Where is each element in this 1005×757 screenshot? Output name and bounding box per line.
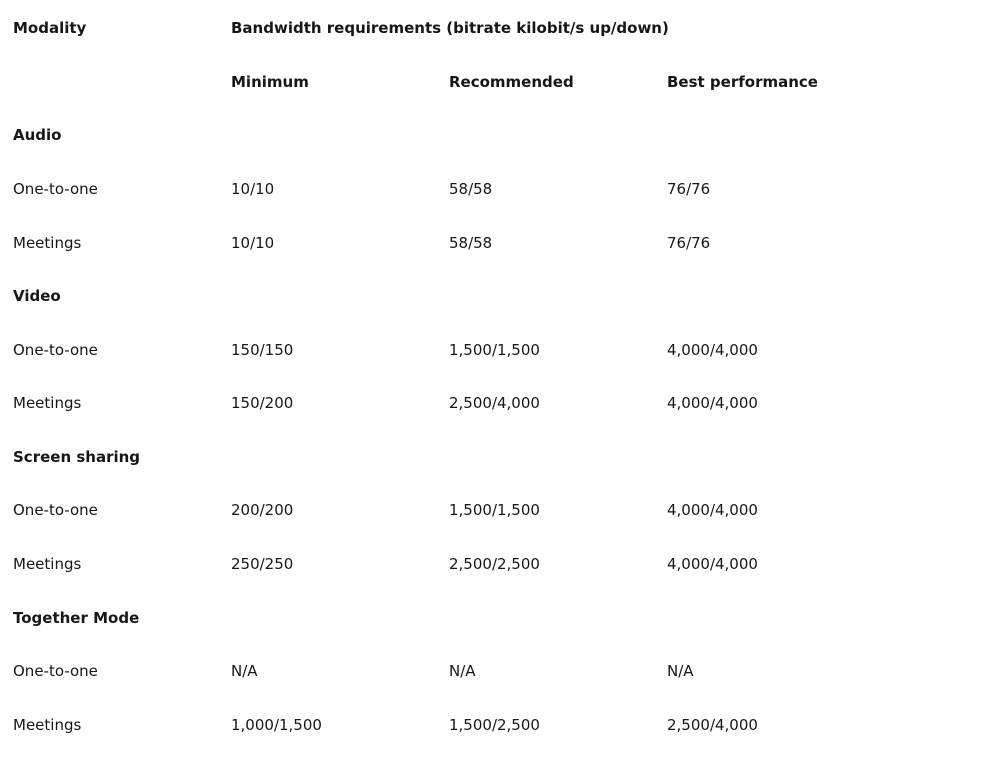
recommended-value: 58/58 [449, 180, 493, 198]
minimum-value: N/A [231, 662, 258, 680]
best-value: 76/76 [667, 234, 711, 252]
section-row-audio [0, 108, 1005, 162]
minimum-value: 10/10 [231, 180, 275, 198]
header-modality: Modality [13, 19, 87, 37]
minimum-value: 250/250 [231, 555, 294, 573]
recommended-value: 1,500/1,500 [449, 501, 540, 519]
header-best-performance: Best performance [667, 73, 818, 91]
table-row [0, 376, 1005, 430]
best-value: 4,000/4,000 [667, 501, 758, 519]
recommended-value: 2,500/2,500 [449, 555, 540, 573]
section-title: Video [13, 287, 61, 305]
minimum-value: 200/200 [231, 501, 294, 519]
best-value: 4,000/4,000 [667, 341, 758, 359]
header-minimum: Minimum [231, 73, 309, 91]
row-label: One-to-one [13, 662, 98, 680]
row-label: One-to-one [13, 180, 98, 198]
best-value: 4,000/4,000 [667, 394, 758, 412]
recommended-value: 1,500/1,500 [449, 341, 540, 359]
header-bandwidth: Bandwidth requirements (bitrate kilobit/s up/down) [231, 19, 669, 37]
recommended-value: 1,500/2,500 [449, 716, 540, 734]
header-recommended: Recommended [449, 73, 574, 91]
table-header-row [0, 1, 1005, 55]
table-row [0, 537, 1005, 591]
row-label: Meetings [13, 555, 82, 573]
row-label: One-to-one [13, 341, 98, 359]
best-value: 76/76 [667, 180, 711, 198]
table-row [0, 162, 1005, 216]
table-row [0, 323, 1005, 377]
recommended-value: 2,500/4,000 [449, 394, 540, 412]
section-row-video [0, 269, 1005, 323]
section-row-screen-sharing [0, 430, 1005, 484]
best-value: N/A [667, 662, 694, 680]
best-value: 4,000/4,000 [667, 555, 758, 573]
minimum-value: 150/150 [231, 341, 294, 359]
section-row-together-mode [0, 591, 1005, 645]
table-row [0, 698, 1005, 752]
table-row [0, 216, 1005, 270]
row-label: Meetings [13, 234, 82, 252]
table-row [0, 483, 1005, 537]
best-value: 2,500/4,000 [667, 716, 758, 734]
row-label: Meetings [13, 394, 82, 412]
section-title: Audio [13, 126, 62, 144]
row-label: One-to-one [13, 501, 98, 519]
section-title: Together Mode [13, 609, 140, 627]
table-row [0, 644, 1005, 698]
minimum-value: 10/10 [231, 234, 275, 252]
minimum-value: 150/200 [231, 394, 294, 412]
minimum-value: 1,000/1,500 [231, 716, 322, 734]
table-subheader-row [0, 55, 1005, 109]
section-title: Screen sharing [13, 448, 141, 466]
recommended-value: N/A [449, 662, 476, 680]
recommended-value: 58/58 [449, 234, 493, 252]
row-label: Meetings [13, 716, 82, 734]
